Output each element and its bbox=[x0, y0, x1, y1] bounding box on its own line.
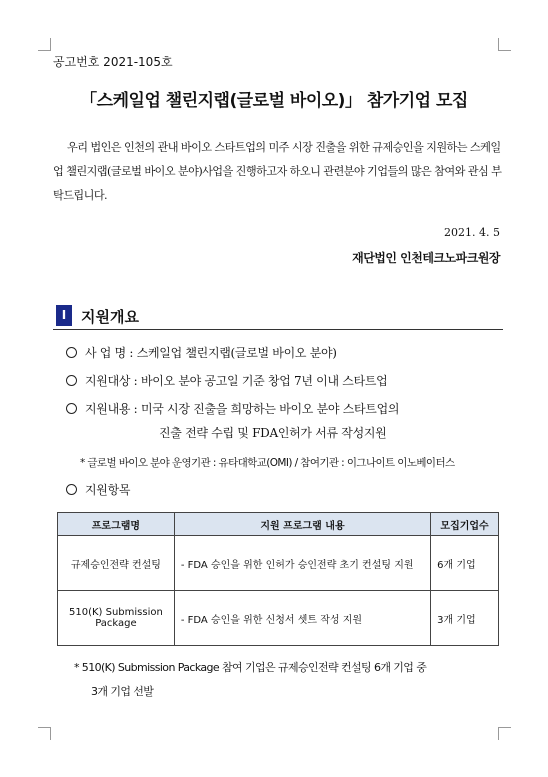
bullet-circle-icon bbox=[66, 347, 77, 358]
crop-mark-top-right bbox=[498, 38, 511, 51]
crop-mark-top-left bbox=[38, 38, 51, 51]
item-value: 미국 시장 진출을 희망하는 바이오 분야 스타트업의 bbox=[140, 402, 400, 416]
table-row bbox=[58, 591, 499, 646]
recruit-count: 3개 기업 bbox=[431, 591, 499, 646]
crop-mark-bottom-left bbox=[38, 727, 51, 740]
bullet-circle-icon bbox=[66, 403, 77, 414]
crop-mark-bottom-right bbox=[498, 727, 511, 740]
item-value: 바이오 분야 공고일 기준 창업 7년 이내 스타트업 bbox=[140, 374, 388, 388]
bullet-circle-icon bbox=[66, 375, 77, 386]
item-value: 스케일업 챌린지랩(글로벌 바이오 분야) bbox=[136, 346, 337, 360]
footnote-line2: 3개 기업 선발 bbox=[91, 685, 154, 698]
recruit-count: 6개 기업 bbox=[431, 536, 499, 591]
issuer-organization: 재단법인 인천테크노파크원장 bbox=[352, 251, 500, 265]
item-content: 지원내용 : 미국 시장 진출을 희망하는 바이오 분야 스타트업의 bbox=[66, 400, 399, 417]
operator-note: * 글로벌 바이오 분야 운영기관 : 유타대학교(OMI) / 참여기관 : 이그나이트 이노베이터스 bbox=[80, 457, 455, 469]
section-number-badge: Ⅰ bbox=[56, 305, 72, 326]
page-title: 「스케일업 챌린지랩(글로벌 바이오)」 참가기업 모집 bbox=[80, 91, 468, 111]
section-header bbox=[53, 303, 503, 330]
program-name: 규제승인전략 컨설팅 bbox=[58, 536, 175, 591]
item-label: 지원대상 bbox=[85, 374, 131, 388]
item-programs bbox=[66, 481, 130, 498]
program-name bbox=[58, 591, 175, 646]
item-business-name: 사 업 명 : 스케일업 챌린지랩(글로벌 바이오 분야) bbox=[66, 344, 337, 361]
table-header-row bbox=[58, 513, 499, 536]
item-target: 지원대상 : 바이오 분야 공고일 기준 창업 7년 이내 스타트업 bbox=[66, 372, 387, 389]
program-table bbox=[57, 512, 499, 646]
notice-date: 2021. 4. 5 bbox=[444, 226, 500, 239]
bullet-circle-icon bbox=[66, 484, 77, 495]
program-desc: - FDA 승인을 위한 인허가 승인전략 초기 컨설팅 지원 bbox=[174, 536, 430, 591]
section-title: 지원개요 bbox=[81, 308, 139, 326]
header-recruit-count: 모집기업수 bbox=[431, 513, 499, 536]
item-label: 사 업 명 bbox=[85, 346, 126, 360]
program-name-line1: 510(K) Submission bbox=[68, 607, 163, 618]
notice-number: 공고번호 2021-105호 bbox=[53, 55, 173, 69]
program-name-line2: Package bbox=[95, 618, 137, 629]
item-label: 지원항목 bbox=[85, 483, 131, 497]
intro-paragraph: 우리 법인은 인천의 관내 바이오 스타트업의 미주 시장 진출을 위한 규제승인을 지원하는 스케일업 챌린지랩(글로벌 바이오 분야)사업을 진행하고자 하오니 관련분야 기업들의 많은 참여와 관심 부탁드립니다. bbox=[53, 141, 502, 202]
program-desc: - FDA 승인을 위한 신청서 셋트 작성 지원 bbox=[174, 591, 430, 646]
item-content-line2: 진출 전략 수립 및 FDA인허가 서류 작성지원 bbox=[159, 426, 387, 440]
footnote-line1: * 510(K) Submission Package 참여 기업은 규제승인전략 컨설팅 6개 기업 중 bbox=[74, 661, 427, 674]
table-row bbox=[58, 536, 499, 591]
header-program-name: 프로그램명 bbox=[58, 513, 175, 536]
header-program-desc: 지원 프로그램 내용 bbox=[174, 513, 430, 536]
item-label: 지원내용 bbox=[85, 402, 131, 416]
